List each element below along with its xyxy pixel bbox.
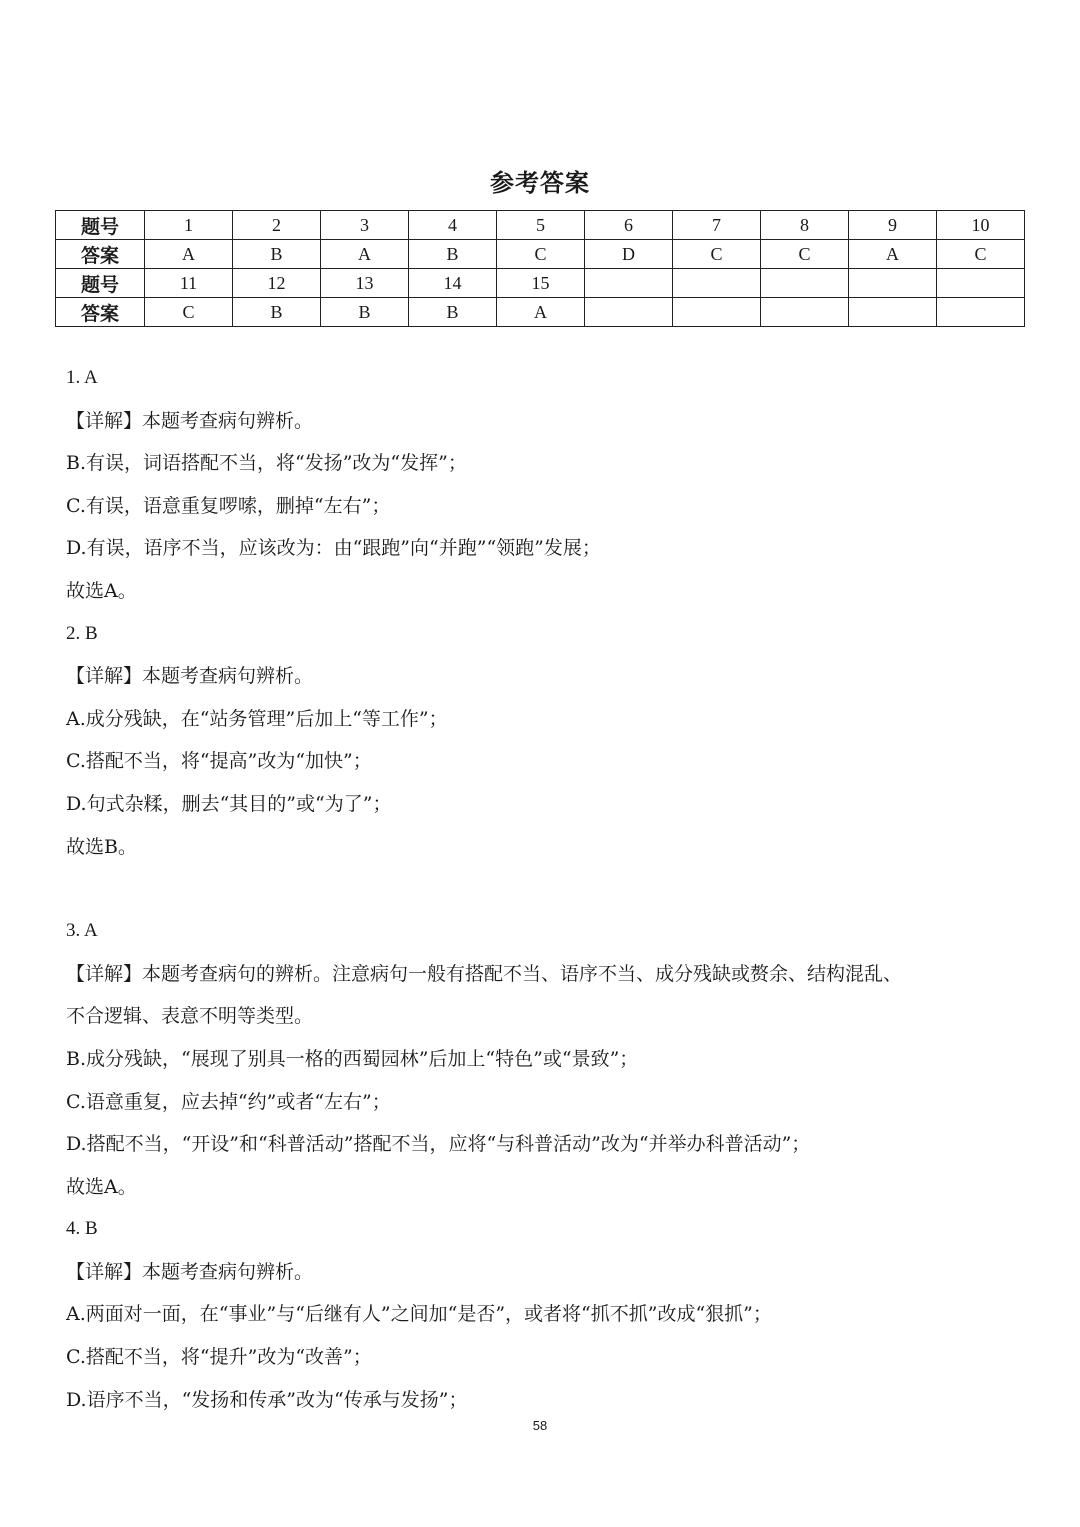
solution-line: C.有误，语意重复啰嗦，删掉“左右”； — [66, 494, 391, 517]
table-cell: B — [233, 240, 321, 269]
table-row — [56, 269, 1025, 298]
table-cell: 10 — [937, 211, 1025, 240]
table-cell: B — [321, 298, 409, 327]
solution-line: D.句式杂糅，删去“其目的”或“为了”； — [66, 792, 392, 815]
table-row — [56, 211, 1025, 240]
table-cell: B — [233, 298, 321, 327]
table-cell: 14 — [409, 269, 497, 298]
table-cell: B — [409, 240, 497, 269]
solution-line: D.有误，语序不当，应该改为：由“跟跑”向“并跑”“领跑”发展； — [66, 537, 601, 560]
table-cell: 11 — [145, 269, 233, 298]
table-cell — [585, 298, 673, 327]
table-cell: 5 — [497, 211, 585, 240]
solution-line: 【详解】本题考查病句的辨析。注意病句一般有搭配不当、语序不当、成分残缺或赘余、结构混乱、 — [66, 962, 903, 985]
solution-line: A.成分残缺，在“站务管理”后加上“等工作”； — [66, 707, 448, 730]
solution-line: D.语序不当，“发扬和传承”改为“传承与发扬”； — [66, 1388, 468, 1411]
solution-line: 故选A。 — [66, 1175, 137, 1198]
table-cell: D — [585, 240, 673, 269]
table-cell: A — [321, 240, 409, 269]
solution-number: 2. B — [66, 622, 98, 644]
solution-line: C.搭配不当，将“提升”改为“改善”； — [66, 1346, 372, 1369]
table-row — [56, 298, 1025, 327]
table-cell — [761, 269, 849, 298]
solution-number: 4. B — [66, 1218, 98, 1240]
solution-line: C.搭配不当，将“提高”改为“加快”； — [66, 750, 372, 773]
table-cell — [673, 269, 761, 298]
row-header: 题号 — [56, 269, 145, 298]
solution-1 — [66, 357, 1036, 613]
solution-line: D.搭配不当，“开设”和“科普活动”搭配不当，应将“与科普活动”改为“并举办科普活动”； — [66, 1133, 811, 1156]
table-cell — [585, 269, 673, 298]
table-cell: C — [937, 240, 1025, 269]
table-cell: C — [673, 240, 761, 269]
table-cell: 7 — [673, 211, 761, 240]
table-cell: C — [497, 240, 585, 269]
solution-2 — [66, 613, 1036, 869]
solution-line: 故选B。 — [66, 835, 137, 858]
table-cell — [849, 269, 937, 298]
solution-line: 【详解】本题考查病句辨析。 — [66, 409, 314, 432]
solutions-section — [66, 357, 1036, 1421]
solution-line: 【详解】本题考查病句辨析。 — [66, 1260, 314, 1283]
table-cell: 8 — [761, 211, 849, 240]
table-cell: 6 — [585, 211, 673, 240]
solution-line: B.有误，词语搭配不当，将“发扬”改为“发挥”； — [66, 452, 467, 475]
table-cell: 13 — [321, 269, 409, 298]
solution-3 — [66, 910, 1036, 1208]
table-cell — [761, 298, 849, 327]
solution-line: 不合逻辑、表意不明等类型。 — [66, 1005, 314, 1028]
solution-line: 【详解】本题考查病句辨析。 — [66, 665, 314, 688]
solution-line: C.语意重复，应去掉“约”或者“左右”； — [66, 1090, 391, 1113]
page-title: 参考答案 — [490, 169, 590, 197]
page-number: 58 — [532, 1418, 548, 1433]
solution-line: 故选A。 — [66, 579, 137, 602]
table-cell: 4 — [409, 211, 497, 240]
solution-4 — [66, 1208, 1036, 1421]
table-cell — [673, 298, 761, 327]
table-cell — [937, 298, 1025, 327]
row-header: 题号 — [56, 211, 145, 240]
table-cell: B — [409, 298, 497, 327]
table-cell: 2 — [233, 211, 321, 240]
table-cell: 1 — [145, 211, 233, 240]
solution-line: B.成分残缺，“展现了别具一格的西蜀园林”后加上“特色”或“景致”； — [66, 1047, 639, 1070]
table-cell: 3 — [321, 211, 409, 240]
answer-table — [55, 210, 1025, 327]
table-cell: A — [497, 298, 585, 327]
row-header: 答案 — [56, 298, 145, 327]
table-cell: C — [761, 240, 849, 269]
solution-line: A.两面对一面，在“事业”与“后继有人”之间加“是否”，或者将“抓不抓”改成“狠抓”； — [66, 1303, 772, 1326]
table-cell — [849, 298, 937, 327]
table-cell: 9 — [849, 211, 937, 240]
table-cell: A — [145, 240, 233, 269]
row-header: 答案 — [56, 240, 145, 269]
table-cell: 12 — [233, 269, 321, 298]
table-cell: 15 — [497, 269, 585, 298]
table-cell: C — [145, 298, 233, 327]
spacer — [66, 868, 1036, 910]
table-cell: A — [849, 240, 937, 269]
table-cell — [937, 269, 1025, 298]
table-row — [56, 240, 1025, 269]
solution-number: 3. A — [66, 920, 98, 942]
solution-number: 1. A — [66, 367, 98, 388]
